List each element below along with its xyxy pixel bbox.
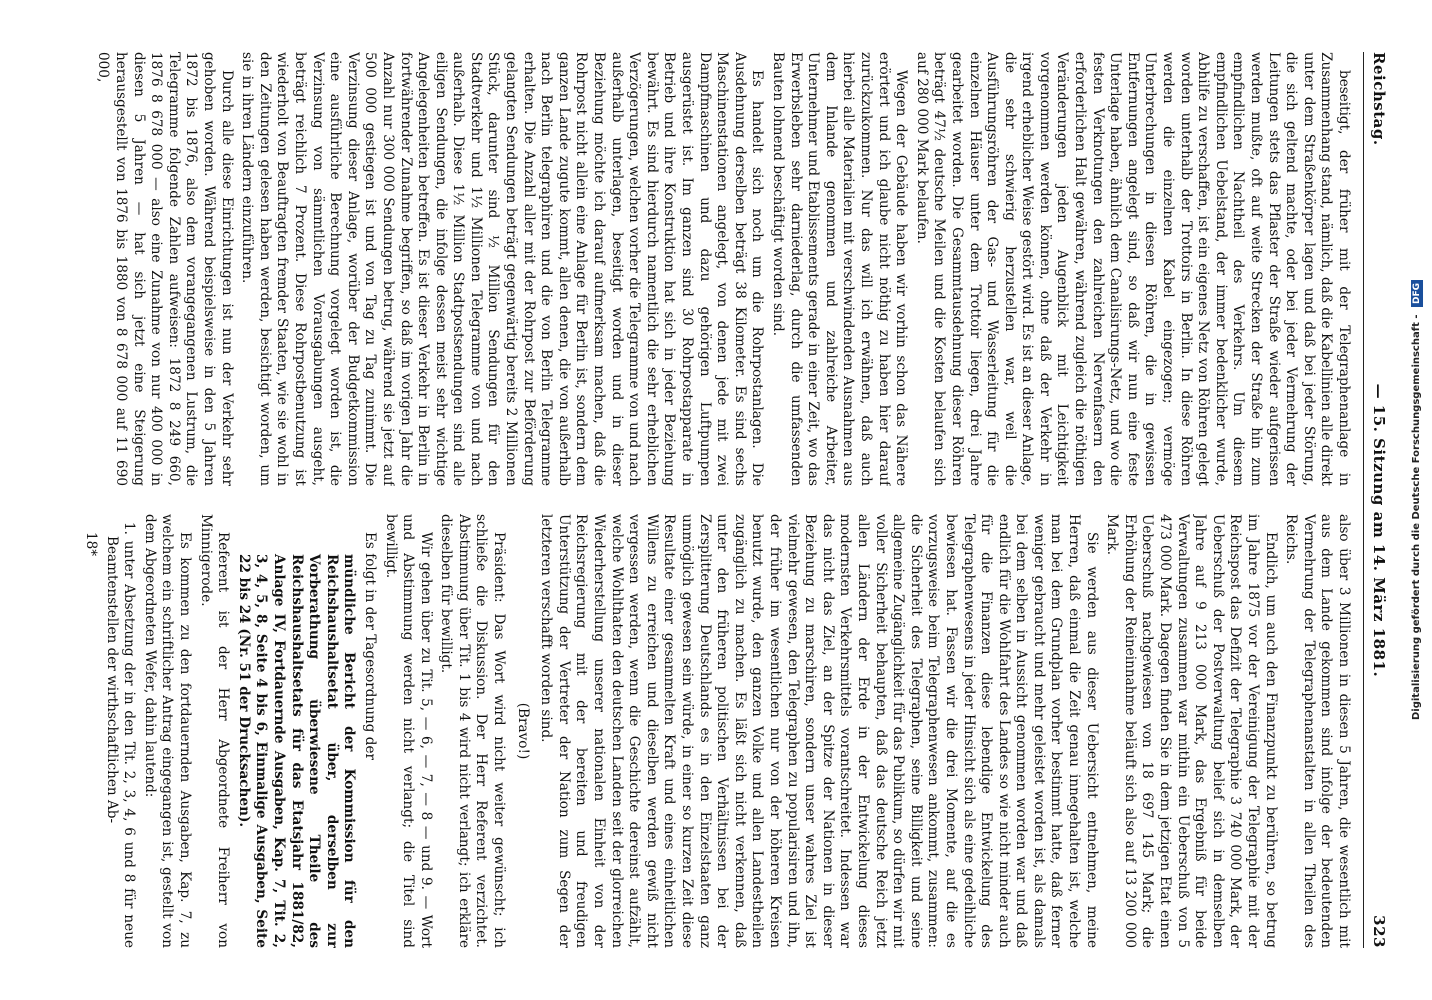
header-title: — 15. Sitzung am 14. März 1881. [1370, 383, 1388, 678]
motion-item: 1. unter Absetzung der in den Tit. 2, 3, 4, 6 und 8 für neue Beamtenstellen der wirthschaftlichen Ab- [103, 522, 138, 948]
paragraph: Es kommen zu den fortdauernden Ausgaben, Kap. 7, zu welchem ein schriftlicher Antrag eingegangen ist, gestellt von dem Abgeordneten Wefer, dahin lautend: [141, 514, 193, 948]
header-left: Reichstag. [1370, 52, 1388, 146]
page-header [1363, 52, 1388, 948]
text-columns [36, 52, 1352, 948]
page-number: 323 [1370, 915, 1388, 948]
president-statement: Präsident: Das Wort wird nicht weiter gewünscht; ich schließe die Diskussion. Der Herr Referent verzichtet. Abstimmung über Tit. 1 bis 4 wird nicht verlangt; ich erkläre dieselben für bewilligt. [438, 514, 508, 948]
paragraph: Endlich, um auch den Finanzpunkt zu berühren, so betrug im Jahre 1875 vor der Vereinigung der Telegraphie mit der Reichspost das Defizit der Telegraphie 3 740 000 Mark, der Ueberschuß der Postverwaltung belief sich in demselben Jahre auf 9 213 000 Mark, das Ergebniß für beide Verwaltungen zusammen war mithin ein Ueberschuß von 5 473 000 Mark. Dagegen finden Sie in dem jetzigen Etat einen Ueberschuß nachgewiesen von 18 697 145 Mark; die Erhöhung der Reineinnahme beläuft sich also auf 13 200 000 Mark. [1104, 514, 1279, 948]
dfg-note-text: Digitalisierung gefördert durch die Deutsche Forschungsgemeinschaft - [1411, 314, 1423, 721]
right-column [36, 514, 1352, 948]
paragraph: Durch alle diese Einrichtungen ist nun der Verkehr sehr gehoben worden. Während beispielsweise in den 5 Jahren 1872 bis 1876, also dem vorangegangenen Lustrum, die Telegramme folgende Zahlen aufweisen: 1872 8 249 660, 1876 8 678 000 — also eine Zunahme von nur 400 000 in diesen 5 Jahren — hat sich jetzt eine Steigerung herausgestellt von 1876 bis 1880 von 8 678 000 auf 11 690 000, [95, 52, 235, 486]
paragraph: Sie werden aus dieser Uebersicht entnehmen, meine Herren, daß einmal die Zeit genau innegehalten ist, welche man bei dem Grundplan vorher bestimmt hatte, daß ferner weniger gebraucht und mehr geleistet worden ist, als damals bei dem selben in Aussicht genommen worden war und daß endlich für die Wohlfahrt des Landes so wie nicht minder auch für die Finanzen diese lebendige Entwickelung des Telegraphenwesens in jeder Hinsicht sich als eine gedeihliche bewiesen hat. Fassen wir die drei Momente, auf die es vorzugsweise beim Telegraphenwesen ankommt, zusammen: die Sicherheit des Telegraphen, seine Billigkeit und seine allgemeine Zugänglichkeit für das Publikum, so dürfen wir mit voller Sicherheit behaupten, daß das deutsche Reich jetzt allen Ländern der Erde in der Entwickelung dieses modernsten Verkehrsmittels vorantschreitet. Indessen war das nicht das Ziel, an der Spitze der Nationen in dieser Beziehung zu marschiren, sondern unser wahres Ziel ist vielmehr gewesen, den Telegraphen zu popularisiren und ihn, der früher im wesentlichen nur von der höheren Kreisen benutzt wurde, den ganzen Volke und allen Landestheilen zugänglich zu machen. Es läßt sich nicht verkennen, daß unter den früheren politischen Verhältnissen bei der Zersplitterung Deutschlands es in den Einzelstaaten ganz unmöglich gewesen sein würde, in einer so kurzen Zeit diese Resultate einer gesammelten Kraft und eines einheitlichen Willens zu erreichen und dieselben werden gewiß nicht vergessen werden, wenn die Geschichte dereinst aufzählt, welche Wohlthaten den deutschen Landen seit der glorreichen Wiederherstellung unserer nationalen Einheit von der Reichsregierung mit der bereiten und freudigen Unterstützung der Vertreter der Nation zum Segen der letzteren verschafft worden sind. [538, 514, 1100, 948]
paragraph: Es folgt in der Tagesordnung der [361, 532, 378, 761]
document-page [26, 30, 1406, 970]
left-column [36, 52, 1352, 486]
paragraph: Wir gehen über zu Tit. 5, — 6, — 7, — 8 — und 9. — Wort und Abstimmung werden nicht verlangt; die Titel sind bewilligt. [382, 514, 434, 948]
paragraph: also über 3 Millionen in diesen 5 Jahren, die wesentlich mit aus dem Lande gekommen sind infolge der bedeutenden Vermehrung der Telegraphenanstalten in allen Theilen des Reichs. [1283, 514, 1352, 948]
dfg-side-note [1406, 0, 1428, 1000]
rotated-page [26, 30, 1406, 970]
dfg-logo: DFG [1411, 280, 1423, 307]
agenda-item: mündliche Bericht der Kommission für den Reichshaushaltsetat über, derselben zur Vorberathung überwiesene Theile des Reichshaushaltsetats für das Etatsjahr 1881/82, Anlage IV, Fortdauernde Ausgaben, Kap. 7, Tit. 2, 3, 4, 5, 8, Seite 4 bis 6, Einmalige Ausgaben, Seite 22 bis 24 (Nr. 51 der Drucksachen). [235, 554, 358, 948]
applause-note: (Bravo!) [514, 702, 531, 760]
paragraph: Referent ist der Herr Abgeordnete Freiherr von Minnigerode. [197, 514, 232, 948]
paragraph: beseitigt, der früher mit der Telegraphenanlage in Zusammenhang stand, nämlich, daß die Kabellinien alle direkt unter dem Straßenkörper lagen und daß bei jeder Störung, die sich geltend machte, oder bei jeder Vermehrung der Leitungen stets das Pflaster der Straße wieder aufgerissen werden mußte, oft auf weite Strecken der Straße hin zum empfindlichen Nachtheil des Verkehrs. Um diesem empfindlichen Uebelstand, der immer bedenklicher wurde, Abhilfe zu verschaffen, ist ein eigenes Netz von Röhren gelegt worden unterhalb der Trottoirs in Berlin. In diese Röhren werden die einzelnen Kabel eingezogen; vermöge Unterbrechungen in diesen Röhren, die in gewissen Entfernungen angelegt sind, so daß wir nun eine feste Unterlage haben, ähnlich dem Canalisirungs-Netz, und wo die festen Verknotungen den zahlreichen Nervenfasern den erforderlichen Halt gewähren, während zugleich die nöthigen Veränderungen jeden Augenblick mit Leichtigkeit vorgenommen werden können, ohne daß der Verkehr in irgend erheblicher Weise gestört wird. Es ist an dieser Anlage, die sehr schwierig herzustellen war, weil die Ausführungsröhren der Gas- und Wasserleitung für die einzelnen Häuser unter dem Trottoir liegen, drei Jahre gearbeitet worden. Die Gesammtausdehnung dieser Röhren beträgt 47½ deutsche Meilen und die Kosten belaufen sich auf 280 000 Mark belaufen. [913, 52, 1352, 486]
paragraph: Wegen der Gebäude haben wir vorhin schon das Nähere erörtert und ich glaube nicht nöthig zu haben hier darauf zurückzukommen. Nur das will ich erwähnen, daß auch hierbei alle Materialien mit verschwindenden Ausnahmen aus dem Inlande genommen und zahlreiche Arbeiter, Unternehmer und Etablissements gerade in einer Zeit, wo das Erwerbsleben sehr darniederlag, durch die umfassenden Bauten lohnend beschäftigt worden sind. [770, 52, 910, 486]
sheet-signature: 18* [83, 532, 100, 557]
paragraph: Es handelt sich noch um die Rohrpostanlagen. Die Ausdehnung derselben beträgt 38 Kilometer. Es sind sechs Maschinenstationen angelegt, von denen jede mit zwei Dampfmaschinen und dazu gehörigen Luftpumpen ausgerüstet ist. Im ganzen sind 30 Rohrpostapparate in Betrieb und ihre Konstruktion hat sich in jeder Beziehung bewährt. Es sind hierdurch namentlich die sehr erheblichen Verzögerungen, welchen vorher die Telegramme von und nach außerhalb unterlagen, beseitigt worden und in dieser Beziehung möchte ich darauf aufmerksam machen, daß die Rohrpost nicht allein eine Anlage für Berlin ist, sondern dem ganzen Lande zugute kommt, allen denen, die von außerhalb nach Berlin telegraphiren und die von Berlin Telegramme erhalten. Die Anzahl aller mit der Rohrpost zur Beförderung gelangten Sendungen beträgt gegenwärtig bereits 2 Millionen Stück, darunter sind ½ Million Sendungen für den Stadtverkehr und 1½ Millionen Telegramme von und nach außerhalb. Diese 1½ Million Stadtpostsendungen sind alle eiligen Sendungen, die infolge dessen meist sehr wichtige Angelegenheiten betreffen. Es ist dieser Verkehr in Berlin in fortwährender Zunahme begriffen, so daß im vorigen Jahr die Anzahl nur 300 000 Sendungen betrug, während sie jetzt auf 500 000 gestiegen ist und von Tag zu Tag zunimmt. Die Verzinsung dieser Anlage, worüber der Budgetkommission eine ausführliche Berechnung vorgelegt worden ist, die Verzinsung von sämmtlichen Vorausgabungen ausgeht, beträgt reichlich 7 Prozent. Diese Rohrpostbenutzung ist wiederholt von Beauftragten fremder Staaten, wie sie wohl in den Zeitungen gelesen haben werden, besichtigt worden, um sie in ihren Ländern einzuführen. [239, 52, 766, 486]
